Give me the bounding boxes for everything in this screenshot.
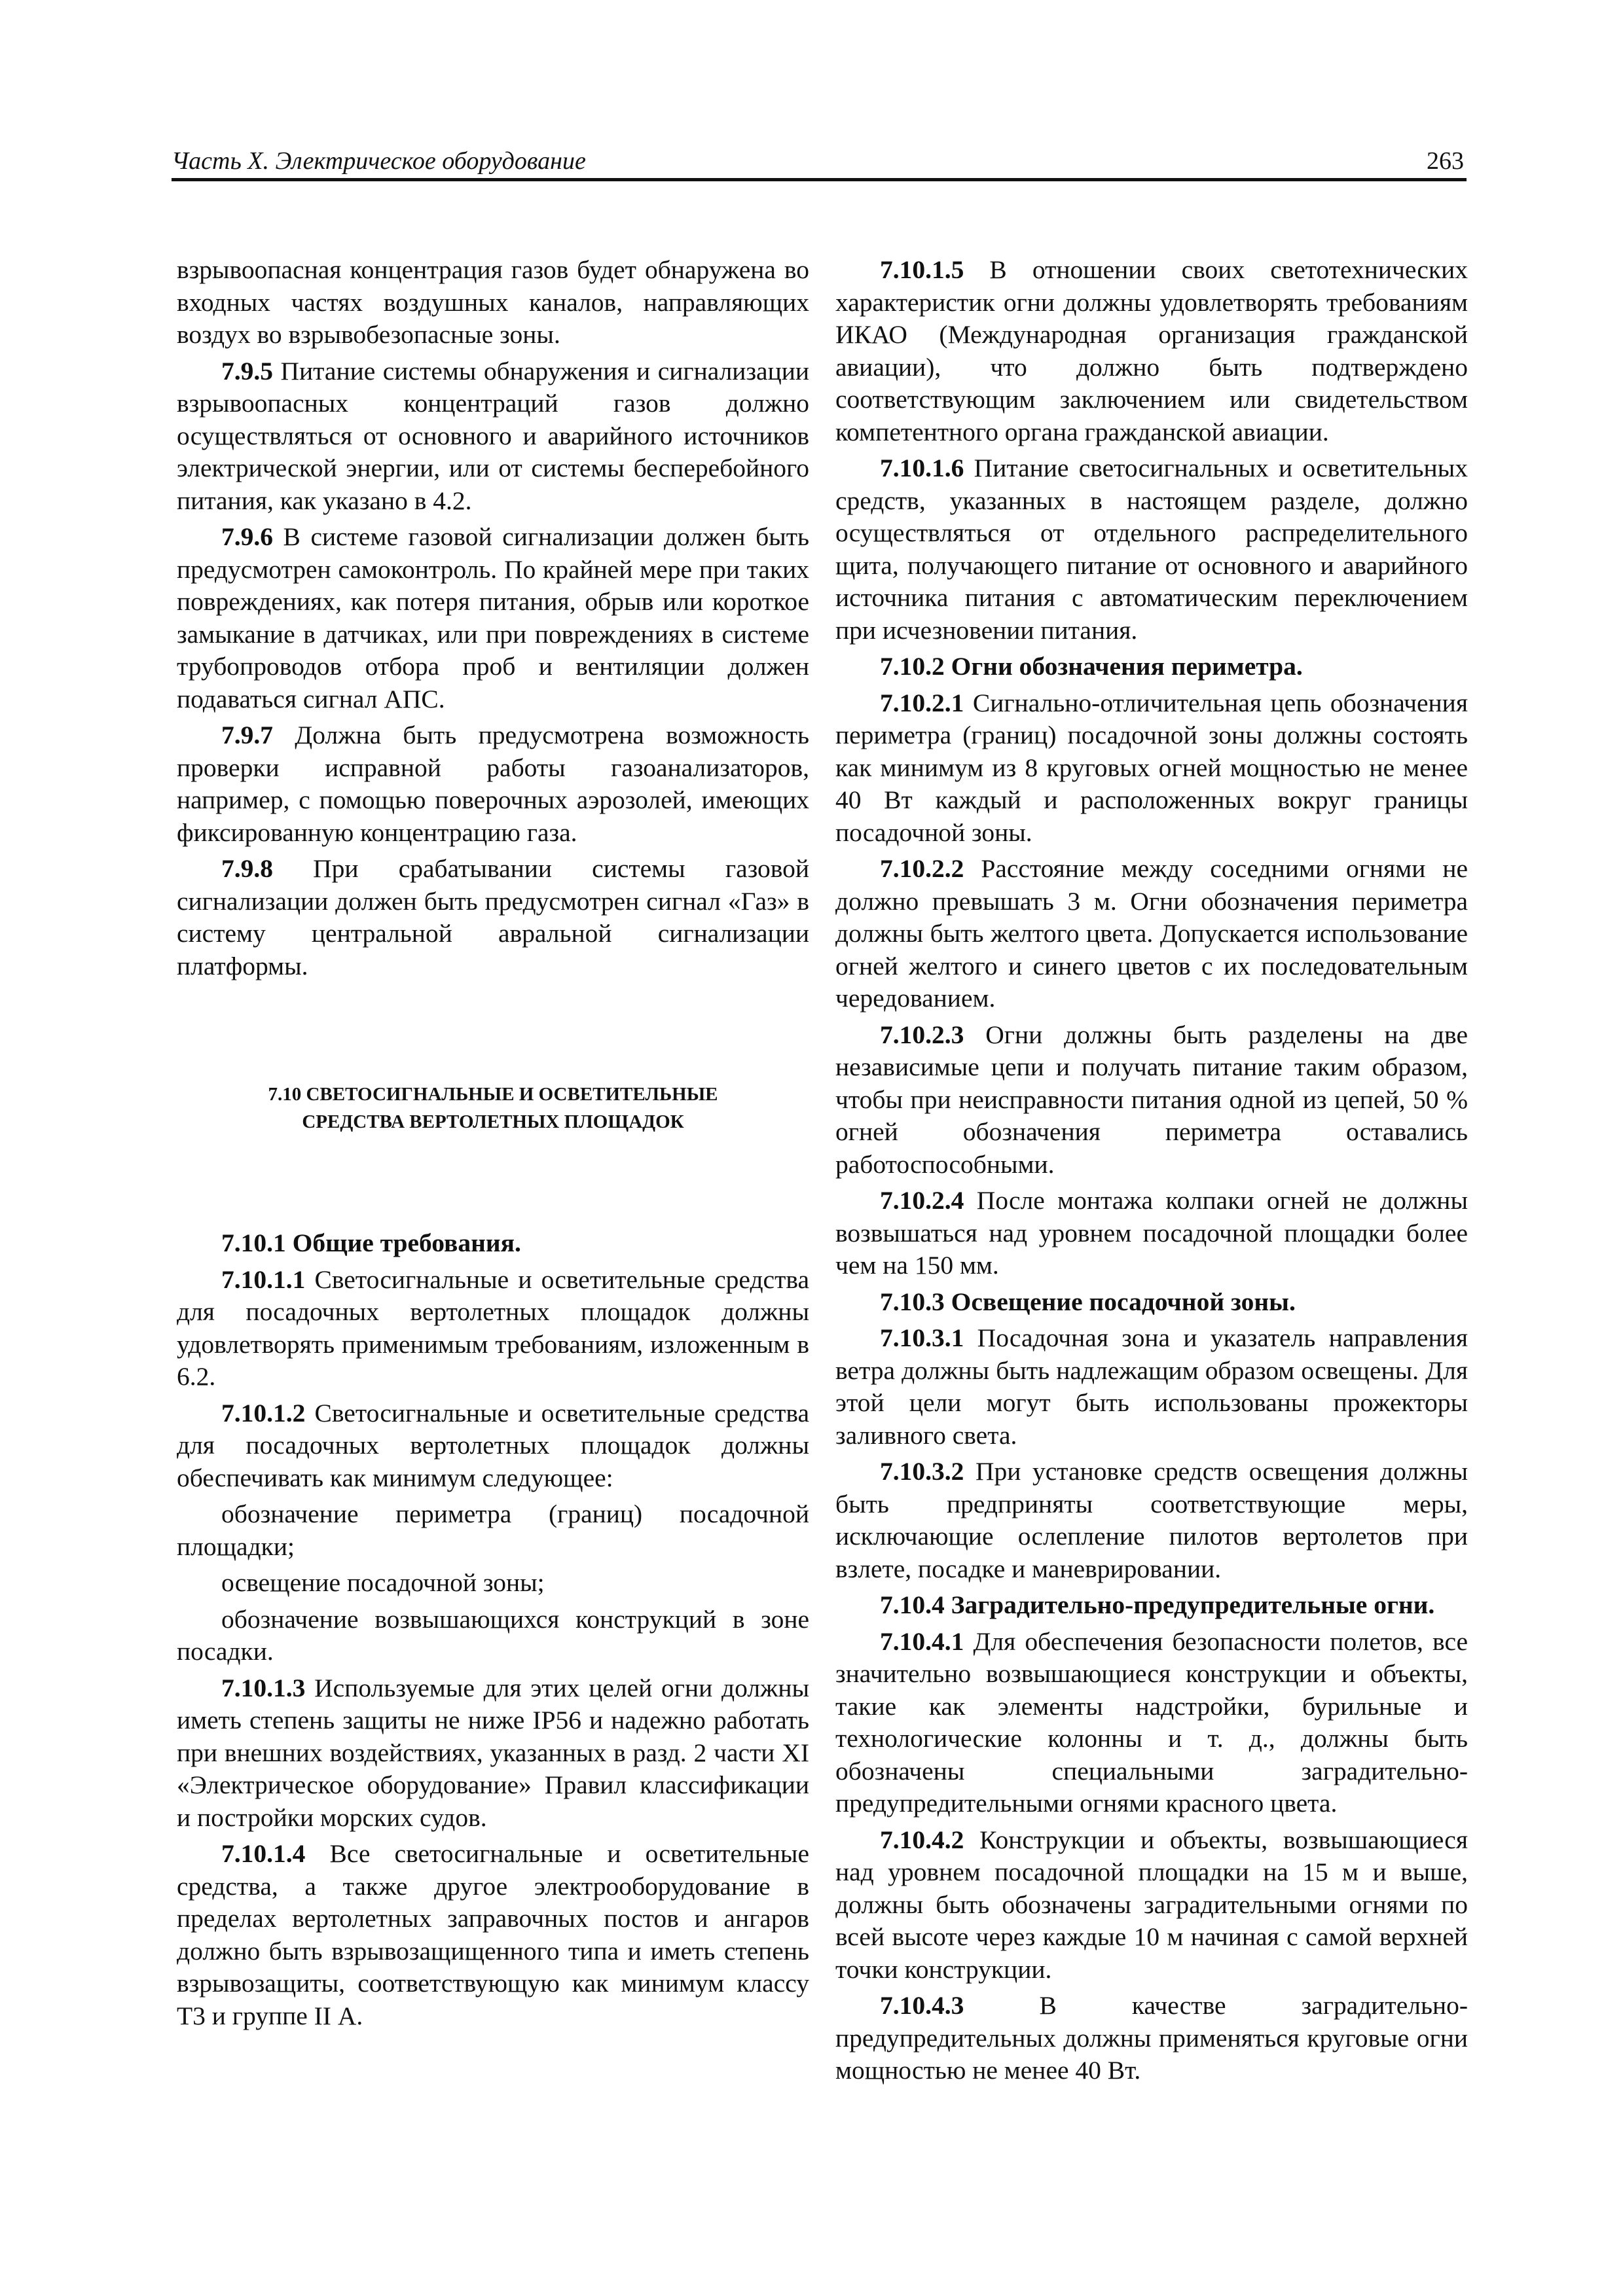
clause-text: При срабатывании системы газовой сигнализации должен быть предусмотрен сигнал «Газ» в систему центральной авральной сигнализации платформы. [177,854,809,980]
page-number: 263 [1427,147,1464,175]
subsection-heading-7-10-1: 7.10.1 Общие требования. [221,1229,521,1257]
paragraph-7-10-3-2 [835,1456,1468,1585]
clause-number: 7.9.5 [221,356,273,386]
paragraph-7-10-4-3 [835,1990,1468,2087]
subsection-heading-7-10-4: 7.10.4 Заградительно-предупредительные огни. [880,1590,1435,1619]
clause-number: 7.10.2.4 [880,1186,964,1215]
clause-number: 7.10.4.2 [880,1825,964,1854]
clause-number: 7.10.4.3 [880,1991,964,2020]
clause-text: После монтажа колпаки огней не должны возвышаться над уровнем посадочной площадки более чем на 150 мм. [835,1186,1468,1280]
clause-number: 7.10.3.2 [880,1457,964,1486]
clause-text: В качестве заградительно-предупредительных должны применяться круговые огни мощностью не менее 40 Вт. [835,1991,1468,2085]
paragraph-7-10-2-3 [835,1019,1468,1181]
clause-text: Расстояние между соседними огнями не должно превышать 3 м. Огни обозначения периметра должны быть желтого цвета. Допускается использование огней желтого и синего цветов с их последовательным чередованием. [835,854,1468,1013]
list-item-lighting: освещение посадочной зоны; [221,1568,545,1597]
clause-text: Для обеспечения безопасности полетов, все значительно возвышающиеся конструкции и объекты, такие как элементы надстройки, бурильные и технологические колонны и т. д., должны быть обозначены специальными заградительно-предупредительными огнями красного цвета. [835,1626,1468,1818]
paragraph-7-10-1-2 [177,1397,809,1495]
clause-number: 7.10.1.1 [221,1265,306,1294]
paragraph-7-10-3-1 [835,1322,1468,1452]
paragraph-7-9-6 [177,521,809,715]
paragraph-7-10-1-1 [177,1264,809,1393]
clause-text: При установке средств освещения должны быть предприняты соответствующие меры, исключающие ослепление пилотов вертолетов при взлете, посадке и маневрировании. [835,1457,1468,1583]
clause-number: 7.10.1.4 [221,1839,306,1868]
clause-number: 7.10.1.2 [221,1398,306,1427]
paragraph-7-10-1-6 [835,452,1468,647]
paragraph-7-10-1-5 [835,254,1468,448]
paragraph-7-10-4-2 [835,1824,1468,1986]
paragraph-7-10-1-3 [177,1672,809,1835]
paragraph-7-9-7 [177,719,809,849]
list-item-perimeter: обозначение периметра (границ) посадочной площадки; [177,1499,809,1561]
clause-number: 7.10.2.2 [880,854,964,883]
clause-text: Светосигнальные и осветительные средства для посадочных вертолетных площадок должны обеспечивать как минимум следующее: [177,1398,809,1492]
paragraph-continuation: взрывоопасная концентрация газов будет обнаружена во входных частях воздушных каналов, направляющих воздух во взрывобезопасные зоны. [177,255,809,349]
paragraph-7-10-1-4 [177,1838,809,2032]
running-header-title: Часть X. Электрическое оборудование [172,147,586,175]
clause-text: В системе газовой сигнализации должен быть предусмотрен самоконтроль. По крайней мере при таких повреждениях, как потеря питания, обрыв или короткое замыкание в датчиках, или при повреждениях в системе трубопроводов отбора проб и вентиляции должен подаваться сигнал АПС. [177,522,809,713]
paragraph-7-10-2-2 [835,853,1468,1015]
clause-number: 7.9.6 [221,522,273,551]
list-item-structures: обозначение возвышающихся конструкций в зоне посадки. [177,1604,809,1666]
right-column [835,254,1468,2091]
clause-number: 7.9.8 [221,854,273,883]
clause-number: 7.10.2.3 [880,1020,964,1049]
subsection-heading-7-10-2: 7.10.2 Огни обозначения периметра. [880,652,1303,681]
paragraph-7-9-5 [177,355,809,518]
subsection-heading-7-10-3: 7.10.3 Освещение посадочной зоны. [880,1287,1296,1316]
clause-number: 7.10.4.1 [880,1626,964,1656]
clause-text: Огни должны быть разделены на две независимые цепи и получать питание таким образом, чтобы при неисправности питания одной из цепей, 50 % огней обозначения периметра оставались работоспособными. [835,1020,1468,1179]
clause-number: 7.10.1.5 [880,255,964,284]
paragraph-7-9-8 [177,853,809,982]
clause-text: Все светосигнальные и осветительные средства, а также другое электрооборудование в пределах вертолетных заправочных постов и ангаров должно быть взрывозащищенного типа и иметь степень взрывозащиты, соответствующую как минимум классу Т3 и группе II А. [177,1839,809,2030]
clause-text: В отношении своих светотехнических характеристик огни должны удовлетворять требованиям ИКАО (Международная организация гражданской авиации), что должно быть подтверждено соответствующим заключением или свидетельством компетентного органа гражданской авиации. [835,255,1468,446]
running-header [172,145,1467,181]
clause-number: 7.10.3.1 [880,1323,964,1352]
clause-text: Используемые для этих целей огни должны иметь степень защиты не ниже IP56 и надежно работать при внешних воздействиях, указанных в разд. 2 части XI «Электрическое оборудование» Правил классификации и постройки морских судов. [177,1673,809,1832]
paragraph-7-10-4-1 [835,1626,1468,1820]
paragraph-7-10-2-1 [835,687,1468,850]
clause-text: Должна быть предусмотрена возможность проверки исправной работы газоанализаторов, например, с помощью поверочных аэрозолей, имеющих фиксированную концентрацию газа. [177,721,809,847]
left-column [177,254,809,2036]
paragraph-7-10-2-4 [835,1185,1468,1282]
clause-number: 7.10.2.1 [880,688,964,717]
clause-number: 7.10.1.3 [221,1673,306,1702]
clause-text: Светосигнальные и осветительные средства для посадочных вертолетных площадок должны удовлетворять применимым требованиям, изложенным в 6.2. [177,1265,809,1391]
clause-text: Конструкции и объекты, возвышающиеся над уровнем посадочной площадки на 15 м и выше, должны быть обозначены заградительными огнями по всей высоте через каждые 10 м начиная с самой верхней точки конструкции. [835,1825,1468,1984]
clause-text: Питание светосигнальных и осветительных средств, указанных в настоящем разделе, должно осуществляться от отдельного распределительного щита, получающего питание от основного и аварийного источника питания с автоматическим переключением при исчезновении питания. [835,454,1468,645]
clause-number: 7.10.1.6 [880,454,964,482]
clause-number: 7.9.7 [221,721,273,749]
clause-text: Посадочная зона и указатель направления ветра должны быть надлежащим образом освещены. Для этой цели могут быть использованы прожекторы заливного света. [835,1323,1468,1450]
clause-text: Сигнально-отличительная цепь обозначения периметра (границ) посадочной зоны должны состоять как минимум из 8 круговых огней мощностью не менее 40 Вт каждый и расположенных вокруг границы посадочной зоны. [835,688,1468,847]
clause-text: Питание системы обнаружения и сигнализации взрывоопасных концентраций газов должно осуществляться от основного и аварийного источников электрической энергии, или от системы бесперебойного питания, как указано в 4.2. [177,356,809,515]
section-title: 7.10 СВЕТОСИГНАЛЬНЫЕ И ОСВЕТИТЕЛЬНЫЕ СРЕДСТВА ВЕРТОЛЕТНЫХ ПЛОЩАДОК [268,1084,718,1132]
